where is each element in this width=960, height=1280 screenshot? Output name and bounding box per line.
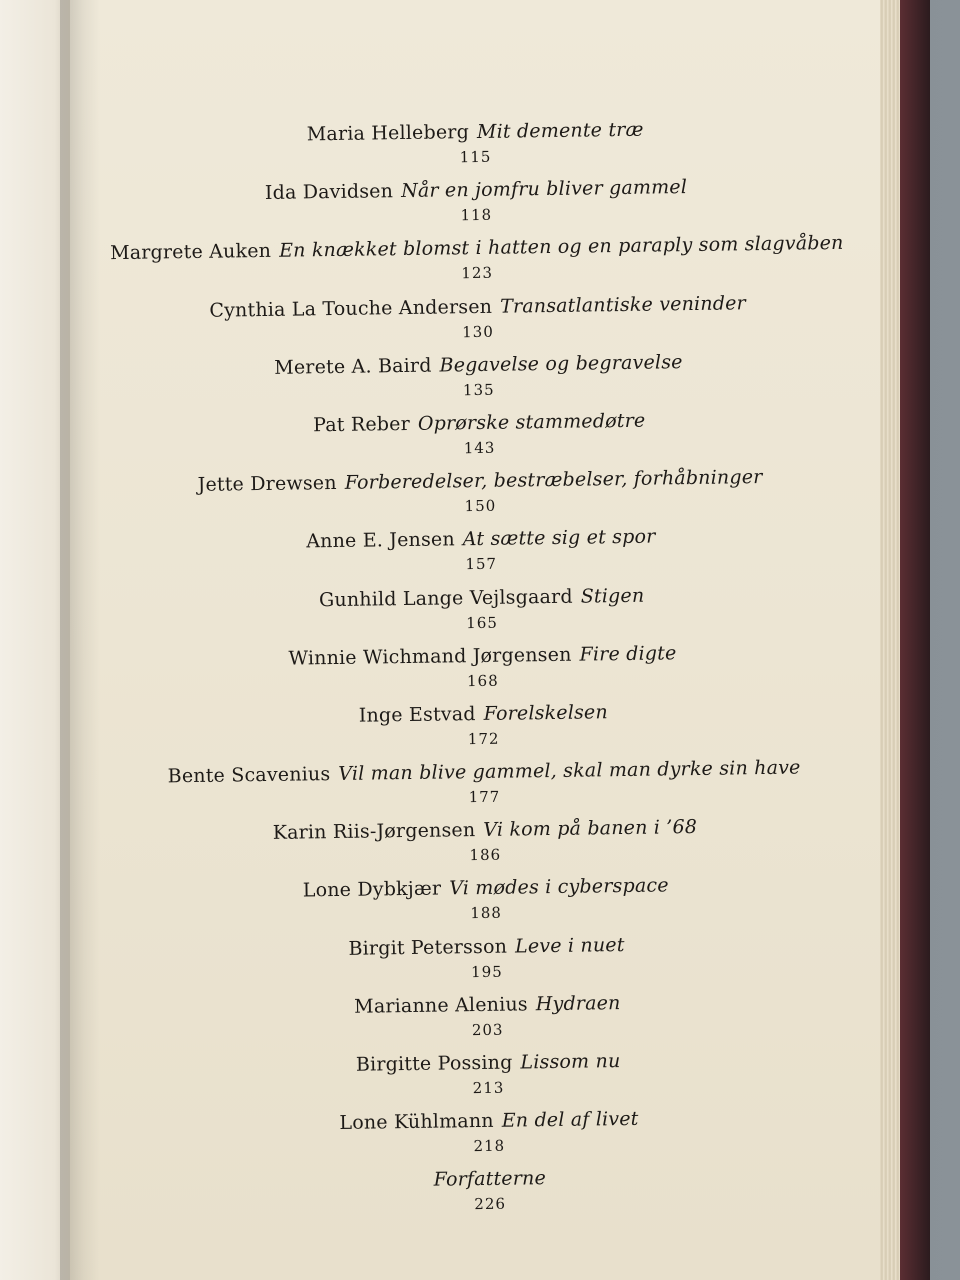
entry-page-number: 168: [466, 671, 499, 690]
entry-author: Jette Drewsen: [197, 472, 337, 497]
entry-title: Fire digte: [579, 641, 677, 666]
entry-page-number: 130: [462, 322, 494, 341]
entry-page-number: 218: [473, 1136, 506, 1156]
entry-author: Marianne Alenius: [354, 993, 528, 1018]
entry-page-number: 195: [470, 962, 503, 981]
entry-title: En del af livet: [501, 1108, 639, 1132]
entry-author: Karin Riis-Jørgensen: [272, 819, 476, 845]
entry-author: Ida Davidsen: [264, 180, 394, 205]
entry-author: Gunhild Lange Vejlsgaard: [318, 585, 573, 611]
entry-page-number: 172: [467, 729, 500, 749]
entry-title: Leve i nuet: [514, 933, 625, 958]
entry-title: Forfatterne: [433, 1167, 547, 1192]
entry-title: Vi kom på banen i ’68: [483, 816, 698, 842]
entry-title: Forelskelsen: [483, 701, 608, 725]
entry-author: Winnie Wichmand Jørgensen: [288, 643, 572, 670]
entry-page-number: 226: [474, 1195, 507, 1214]
entry-page-number: 123: [461, 264, 494, 283]
entry-page-number: 165: [466, 613, 498, 632]
entry-page-number: 143: [463, 438, 496, 458]
entry-author: Merete A. Baird: [274, 354, 432, 379]
entry-author: Birgitte Possing: [355, 1051, 513, 1076]
entry-author: Pat Reber: [312, 412, 411, 437]
entry-page-number: 188: [470, 904, 503, 923]
table-of-contents: [70, 112, 895, 1229]
entry-page-number: 115: [459, 147, 492, 167]
entry-author: Maria Helleberg: [306, 121, 470, 146]
entry-author: Birgit Petersson: [348, 935, 508, 960]
entry-page-number: 157: [465, 555, 498, 574]
entry-page-number: 186: [469, 845, 502, 865]
toc-entry-authors: [85, 1160, 896, 1229]
entry-page-number: 118: [460, 205, 493, 225]
entry-title: At sætte sig et spor: [462, 525, 656, 551]
entry-author: Margrete Auken: [109, 240, 272, 265]
entry-title: Oprørske stammedøtre: [417, 409, 646, 435]
entry-title: Vil man blive gammel, skal man dyrke sin have: [338, 756, 801, 786]
entry-page-number: 135: [462, 380, 495, 399]
entry-title: Lissom nu: [520, 1050, 621, 1074]
entry-title: Vi mødes i cyberspace: [449, 874, 669, 900]
entry-page-number: 177: [468, 787, 501, 807]
entry-author: Cynthia La Touche Andersen: [209, 295, 493, 322]
entry-author: Inge Estvad: [358, 702, 476, 727]
entry-title: Mit demente træ: [476, 118, 644, 143]
entry-page-number: 203: [471, 1020, 504, 1039]
entry-title: En knækket blomst i hatten og en paraply som slagvåben: [278, 232, 844, 263]
entry-title: Forberedelser, bestræbelser, forhåbninger: [344, 466, 763, 494]
entry-title: Stigen: [580, 584, 645, 608]
entry-title: Når en jomfru bliver gammel: [400, 176, 688, 203]
entry-author: Anne E. Jensen: [306, 528, 456, 553]
entry-author: Lone Dybkjær: [302, 877, 442, 902]
entry-page-number: 150: [464, 496, 497, 516]
entry-author: Lone Kühlmann: [339, 1110, 494, 1135]
entry-title: Hydraen: [535, 991, 621, 1016]
entry-title: Begavelse og begravelse: [439, 350, 683, 377]
entry-author: Bente Scavenius: [167, 763, 331, 788]
entry-title: Transatlantiske veninder: [499, 291, 747, 318]
entry-page-number: 213: [472, 1078, 505, 1098]
